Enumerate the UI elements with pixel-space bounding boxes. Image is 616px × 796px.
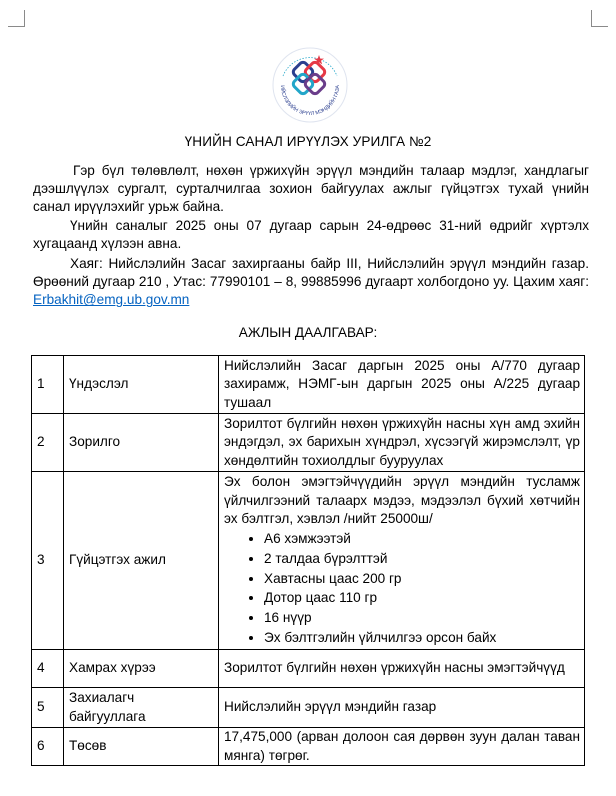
row-number: 1 xyxy=(32,356,64,414)
row-label: Захиалагч байгууллага xyxy=(64,688,219,728)
list-item: • 2 талдаа бүрэлттэй xyxy=(264,549,580,569)
row-value: Зорилтот бүлгийн нөхөн үржихүйн насны эмэгтэйчүүд xyxy=(219,650,585,688)
organization-logo xyxy=(271,46,349,124)
table-row xyxy=(32,472,585,650)
task-table xyxy=(31,355,585,766)
work-description: Эх болон эмэгтэйчүүдийн эрүүл мэндийн тусламж үйлчилгээний талаарх мэдээ, мэдээлэл бүхий хөтчийн эх бэлтгэл, хэвлэл /нийт 25000ш/ xyxy=(224,474,580,526)
spec-list xyxy=(224,529,580,648)
page-title: ҮНИЙН САНАЛ ИРҮҮЛЭХ УРИЛГА №2 xyxy=(184,134,432,149)
row-value: Нийслэлийн Засаг даргын 2025 оны А/770 дугаар захирамж, НЭМГ-ын даргын 2025 оны А/225 дугаар тушаал xyxy=(219,356,585,414)
logo-emblem-icon xyxy=(271,46,349,124)
crop-mark-top-right xyxy=(591,10,608,27)
row-label: Зорилго xyxy=(64,414,219,472)
email-link[interactable]: Erbakhit@emg.ub.gov.mn xyxy=(33,292,190,308)
crop-mark-top-left xyxy=(8,10,25,27)
row-label: Гүйцэтгэх ажил xyxy=(64,472,219,650)
list-item: • Дотор цаас 110 гр xyxy=(264,588,580,608)
row-number: 4 xyxy=(32,650,64,688)
deadline-paragraph: Үнийн саналыг 2025 оны 07 дугаар сарын 24-өдрөөс 31-ний өдрийг хүртэлх хугацаанд хүлээн авна. xyxy=(33,218,589,252)
row-value: Зорилтот бүлгийн нөхөн үржихүйн насны хүн амд эхийн эндэгдэл, эх барихын хүндрэл, хүсээгүй жирэмслэлт, үр хөндөлтийн тохиолдлыг бууруулах xyxy=(219,414,585,472)
table-row xyxy=(32,688,585,728)
task-heading: АЖЛЫН ДААЛГАВАР: xyxy=(238,325,378,340)
table-row xyxy=(32,728,585,766)
table-row xyxy=(32,650,585,688)
address-paragraph xyxy=(33,255,589,310)
row-number: 5 xyxy=(32,688,64,728)
table-row xyxy=(32,356,585,414)
row-label: Төсөв xyxy=(64,728,219,766)
address-text: Хаяг: Нийслэлийн Засаг захиргааны байр III, Нийслэлийн эрүүл мэндийн газар. Өрөөний дугаар 210 , Утас: 77990101 – 8, 99885996 дугаарт холбогдоно уу. Цахим хаяг: xyxy=(33,256,589,290)
row-value: Нийслэлийн эрүүл мэндийн газар xyxy=(219,688,585,728)
row-label: Үндэслэл xyxy=(64,356,219,414)
invitation-paragraph: Гэр бүл төлөвлөлт, нөхөн үржихүйн эрүүл мэндийн талаар мэдлэг, хандлагыг дээшлүүлэх сургалт, сурталчилгаа зохион байгуулах ажлыг гүйцэтгэх тухай үнийн санал ирүүлэхийг урьж байна. xyxy=(33,163,589,215)
row-value: 17,475,000 (арван долоон сая дөрвөн зуун далан таван мянга) төгрөг. xyxy=(219,728,585,766)
row-number: 2 xyxy=(32,414,64,472)
row-label: Хамрах хүрээ xyxy=(64,650,219,688)
list-item: • Хавтасны цаас 200 гр xyxy=(264,569,580,589)
logo-caption: ИЙСЛЭЛИЙН ЭРҮҮЛ МЭНДИЙН ГАЗА xyxy=(278,84,342,118)
list-item: • 16 нүүр xyxy=(264,608,580,628)
list-item: • Эх бэлтгэлийн үйлчилгээ орсон байх xyxy=(264,628,580,648)
list-item: • А6 хэмжээтэй xyxy=(264,529,580,549)
table-row xyxy=(32,414,585,472)
row-number: 3 xyxy=(32,472,64,650)
row-number: 6 xyxy=(32,728,64,766)
row-value xyxy=(219,472,585,650)
